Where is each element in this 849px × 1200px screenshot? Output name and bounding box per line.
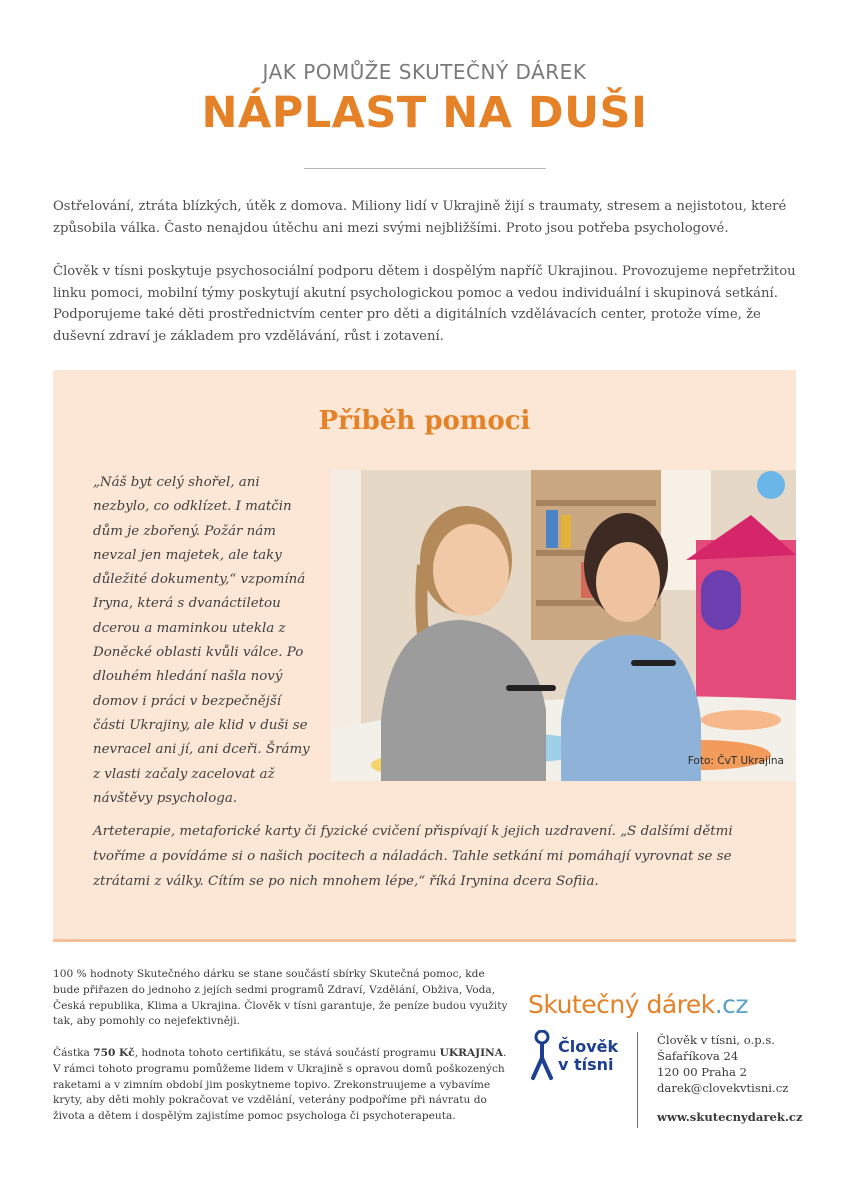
org-logo-line-2: v tísni xyxy=(558,1055,614,1074)
brand-part-3: .cz xyxy=(714,990,749,1019)
address-block xyxy=(657,1032,788,1096)
address-line: 120 00 Praha 2 xyxy=(657,1065,747,1079)
org-logo-line-1: Člověk xyxy=(558,1037,619,1056)
address-line: Šafaříkova 24 xyxy=(657,1049,739,1063)
org-logo xyxy=(528,1030,628,1084)
person-icon xyxy=(528,1030,556,1084)
footer-divider xyxy=(637,1032,638,1128)
story-quote-column: „Náš byt celý shořel, ani nezbylo, co odklízet. I matčin dům je zbořený. Požár nám nevzal jen majetek, ale taky důležité dokumenty,“ vzpomíná Iryna, která s dvanáctiletou dcerou a maminkou utekla z Doněcké oblasti kvůli válce. Po dlouhém hledání našla nový domov i práci v bezpečnější části Ukrajiny, ale klid v duši se nevracel ani jí, ani dceři. Šrámy z vlasti začaly zacelovat až návštěvy psychologa. xyxy=(93,475,310,806)
brand-part-1: Skutečný xyxy=(528,990,639,1019)
story-quote-wide: Arteterapie, metaforické karty či fyzické cvičení přispívají k jejich uzdravení. „S dalšími dětmi tvoříme a povídáme si o našich pocitech a náladách. Tahle setkání mi pomáhají vyrovnat se se ztrátami z války. Cítím se po nich mnohem lépe,“ říká Irynina dcera Sofiia. xyxy=(93,824,733,889)
footer-text-2-prefix: Částka xyxy=(53,1047,94,1059)
intro-paragraph-2: Člověk v tísni poskytuje psychosociální podporu dětem i dospělým napříč Ukrajinou. Provozujeme nepřetržitou linku pomoci, mobilní týmy poskytují akutní psychologickou pomoc a vedou individuální i skupinová setkání. Podporujeme také děti prostřednictvím center pro děti a digitálních vzdělávacích center, protože víme, že duševní zdraví je základem pro vzdělávání, růst i zotavení. xyxy=(53,264,796,344)
story-title: Příběh pomoci xyxy=(318,406,531,436)
footer-text-2 xyxy=(53,1046,508,1125)
footer-text-1: 100 % hodnoty Skutečného dárku se stane součástí sbírky Skutečná pomoc, kde bude přiřazen do jednoho z jejích sedmi programů Zdraví, Vzdělání, Obživa, Voda, Česká republika, Klima a Ukrajina. Člověk v tísni garantuje, že peníze budou využity tak, aby pomohly co nejefektivněji. xyxy=(53,968,508,1028)
certificate-amount: 750 Kč xyxy=(93,1047,135,1059)
page-title: NÁPLAST NA DUŠI xyxy=(201,88,648,138)
brand-part-2: dárek xyxy=(646,990,715,1019)
story-box xyxy=(53,370,796,942)
brand-logo xyxy=(528,990,748,1019)
website-link[interactable]: www.skutecnydarek.cz xyxy=(657,1110,803,1124)
address-line: Člověk v tísni, o.p.s. xyxy=(657,1033,775,1047)
story-photo xyxy=(331,470,796,781)
email-link[interactable]: darek@clovekvtisni.cz xyxy=(657,1081,789,1095)
program-name: UKRAJINA xyxy=(439,1047,503,1059)
divider xyxy=(304,168,546,169)
footer-text-2-suffix: . V rámci tohoto programu pomůžeme lidem v Ukrajině s opravou domů poškozených raketami a v zimním období jim poskytneme topivo. Zrekonstruujeme a vybavíme kryty, aby děti mohly pokračovat ve vzdělání, veterány podpoříme při návratu do života a dětem i dospělým zajistíme pomoc psychologa či psychoterapeuta. xyxy=(53,1047,507,1123)
footer-text-2-middle: , hodnota tohoto certifikátu, se stává součástí programu xyxy=(134,1047,440,1059)
photo-illustration xyxy=(331,470,796,781)
kicker: JAK POMŮŽE SKUTEČNÝ DÁREK xyxy=(262,60,587,84)
intro-paragraph-1: Ostřelování, ztráta blízkých, útěk z domova. Miliony lidí v Ukrajině žijí s traumaty, stresem a nejistotou, které způsobila válka. Často nenajdou útěchu ani mezi svými nejbližšími. Proto jsou potřeba psychologové. xyxy=(53,199,787,236)
photo-credit: Foto: ČvT Ukrajina xyxy=(687,755,784,767)
